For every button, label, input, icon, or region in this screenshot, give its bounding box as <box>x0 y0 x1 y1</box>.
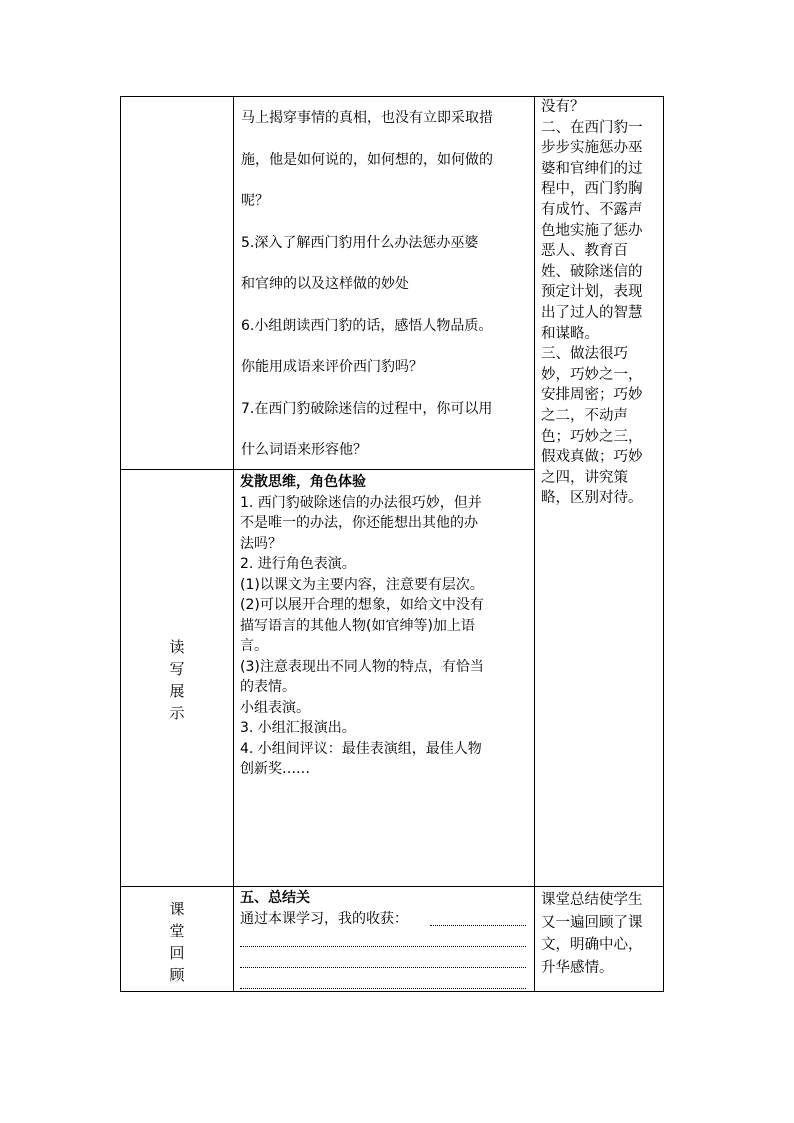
note-line: 出了过人的智慧 <box>541 304 643 321</box>
section-heading: 发散思维，角色体验 <box>240 474 366 490</box>
note-line: 姓、破除迷信的 <box>541 263 643 280</box>
table-border-right <box>663 96 664 992</box>
content-line: (2)可以展开合理的想象，如给文中没有 <box>240 597 484 613</box>
content-line: 什么词语来形容他？ <box>241 442 367 458</box>
note-line: 色地实施了惩办 <box>541 222 643 239</box>
answer-line[interactable] <box>240 967 526 968</box>
note-line: 三、做法很巧 <box>541 346 628 363</box>
section-heading: 五、总结关 <box>240 890 310 906</box>
content-line: 7.在西门豹破除迷信的过程中，你可以用 <box>241 400 493 417</box>
label-char: 读 <box>169 638 185 656</box>
note-line: 课堂总结使学生 <box>541 892 643 908</box>
note-line: 又一遍回顾了课 <box>541 914 643 931</box>
content-line: 和官绅的以及这样做的妙处 <box>241 276 409 292</box>
summary-notes <box>541 889 663 979</box>
row-divider-2 <box>120 886 664 887</box>
content-line: 1. 西门豹破除迷信的办法很巧妙，但并 <box>240 494 482 511</box>
answer-line[interactable] <box>430 925 526 926</box>
table-border-bottom <box>120 991 664 992</box>
note-line: 恶人、教育百 <box>541 243 628 260</box>
label-char: 堂 <box>169 922 185 940</box>
content-line: 6.小组朗读西门豹的话，感悟人物品质。 <box>241 317 493 334</box>
note-line: 假戏真做；巧妙 <box>541 449 643 466</box>
row2-label <box>121 636 233 724</box>
note-line: 有成竹、不露声 <box>541 201 643 218</box>
note-line: 程中，西门豹胸 <box>541 181 643 198</box>
content-line: 马上揭穿事情的真相，也没有立即采取措 <box>241 110 493 126</box>
content-line: 3. 小组汇报演出。 <box>240 720 356 736</box>
note-line: 没有？ <box>541 99 585 115</box>
content-line: 不是唯一的办法，你还能想出其他的办 <box>240 515 478 531</box>
row1-content <box>241 98 531 472</box>
note-line: 和谋略。 <box>541 325 599 342</box>
note-line: 步步实施惩办巫 <box>541 140 643 157</box>
content-line: 施，他是如何说的，如何想的，如何做的 <box>241 151 493 168</box>
answer-line[interactable] <box>240 988 526 989</box>
table-border-left <box>120 96 121 992</box>
row3-label <box>121 898 233 986</box>
note-line: 文，明确中心， <box>541 937 643 953</box>
note-line: 预定计划，表现 <box>541 284 643 301</box>
label-char: 回 <box>169 944 185 962</box>
content-line: 描写语言的其他人物(如官绅等)加上语 <box>240 617 475 634</box>
note-line: 之四，讲究策 <box>541 469 628 486</box>
row3-content <box>240 888 532 930</box>
content-line: (3)注意表现出不同人物的特点，有恰当 <box>240 658 484 675</box>
content-line: 的表情。 <box>240 679 296 695</box>
content-line: 小组表演。 <box>240 699 310 716</box>
label-char: 课 <box>169 900 185 918</box>
label-char: 顾 <box>169 966 185 984</box>
note-line: 色；巧妙之三， <box>541 428 643 445</box>
content-line: 2. 进行角色表演。 <box>240 556 356 572</box>
note-line: 婆和官绅们的过 <box>541 160 643 177</box>
content-line: 创新奖…… <box>240 761 310 777</box>
content-line: 5.深入了解西门豹用什么办法惩办巫婆 <box>241 234 479 251</box>
teaching-notes <box>541 97 663 509</box>
note-line: 升华感情。 <box>541 959 614 976</box>
content-line: 呢？ <box>241 193 269 209</box>
content-line: 你能用成语来评价西门豹吗？ <box>241 359 423 375</box>
column-divider-1 <box>233 96 234 992</box>
label-char: 展 <box>169 682 185 700</box>
row2-content <box>240 472 532 780</box>
content-line: 法吗？ <box>240 535 282 552</box>
label-char: 示 <box>169 704 185 722</box>
label-char: 写 <box>169 660 185 678</box>
note-line: 安排周密；巧妙 <box>541 387 643 404</box>
content-line: 言。 <box>240 638 268 654</box>
note-line: 二、在西门豹一 <box>541 119 643 136</box>
column-divider-2 <box>534 96 535 992</box>
content-line: (1)以课文为主要内容，注意要有层次。 <box>240 576 484 593</box>
answer-line[interactable] <box>240 946 526 947</box>
reflection-prompt: 通过本课学习，我的收获： <box>240 911 408 927</box>
note-line: 略，区别对待。 <box>541 490 643 507</box>
note-line: 妙，巧妙之一， <box>541 366 643 383</box>
note-line: 之二，不动声 <box>541 407 628 424</box>
content-line: 4. 小组间评议：最佳表演组，最佳人物 <box>240 740 482 757</box>
